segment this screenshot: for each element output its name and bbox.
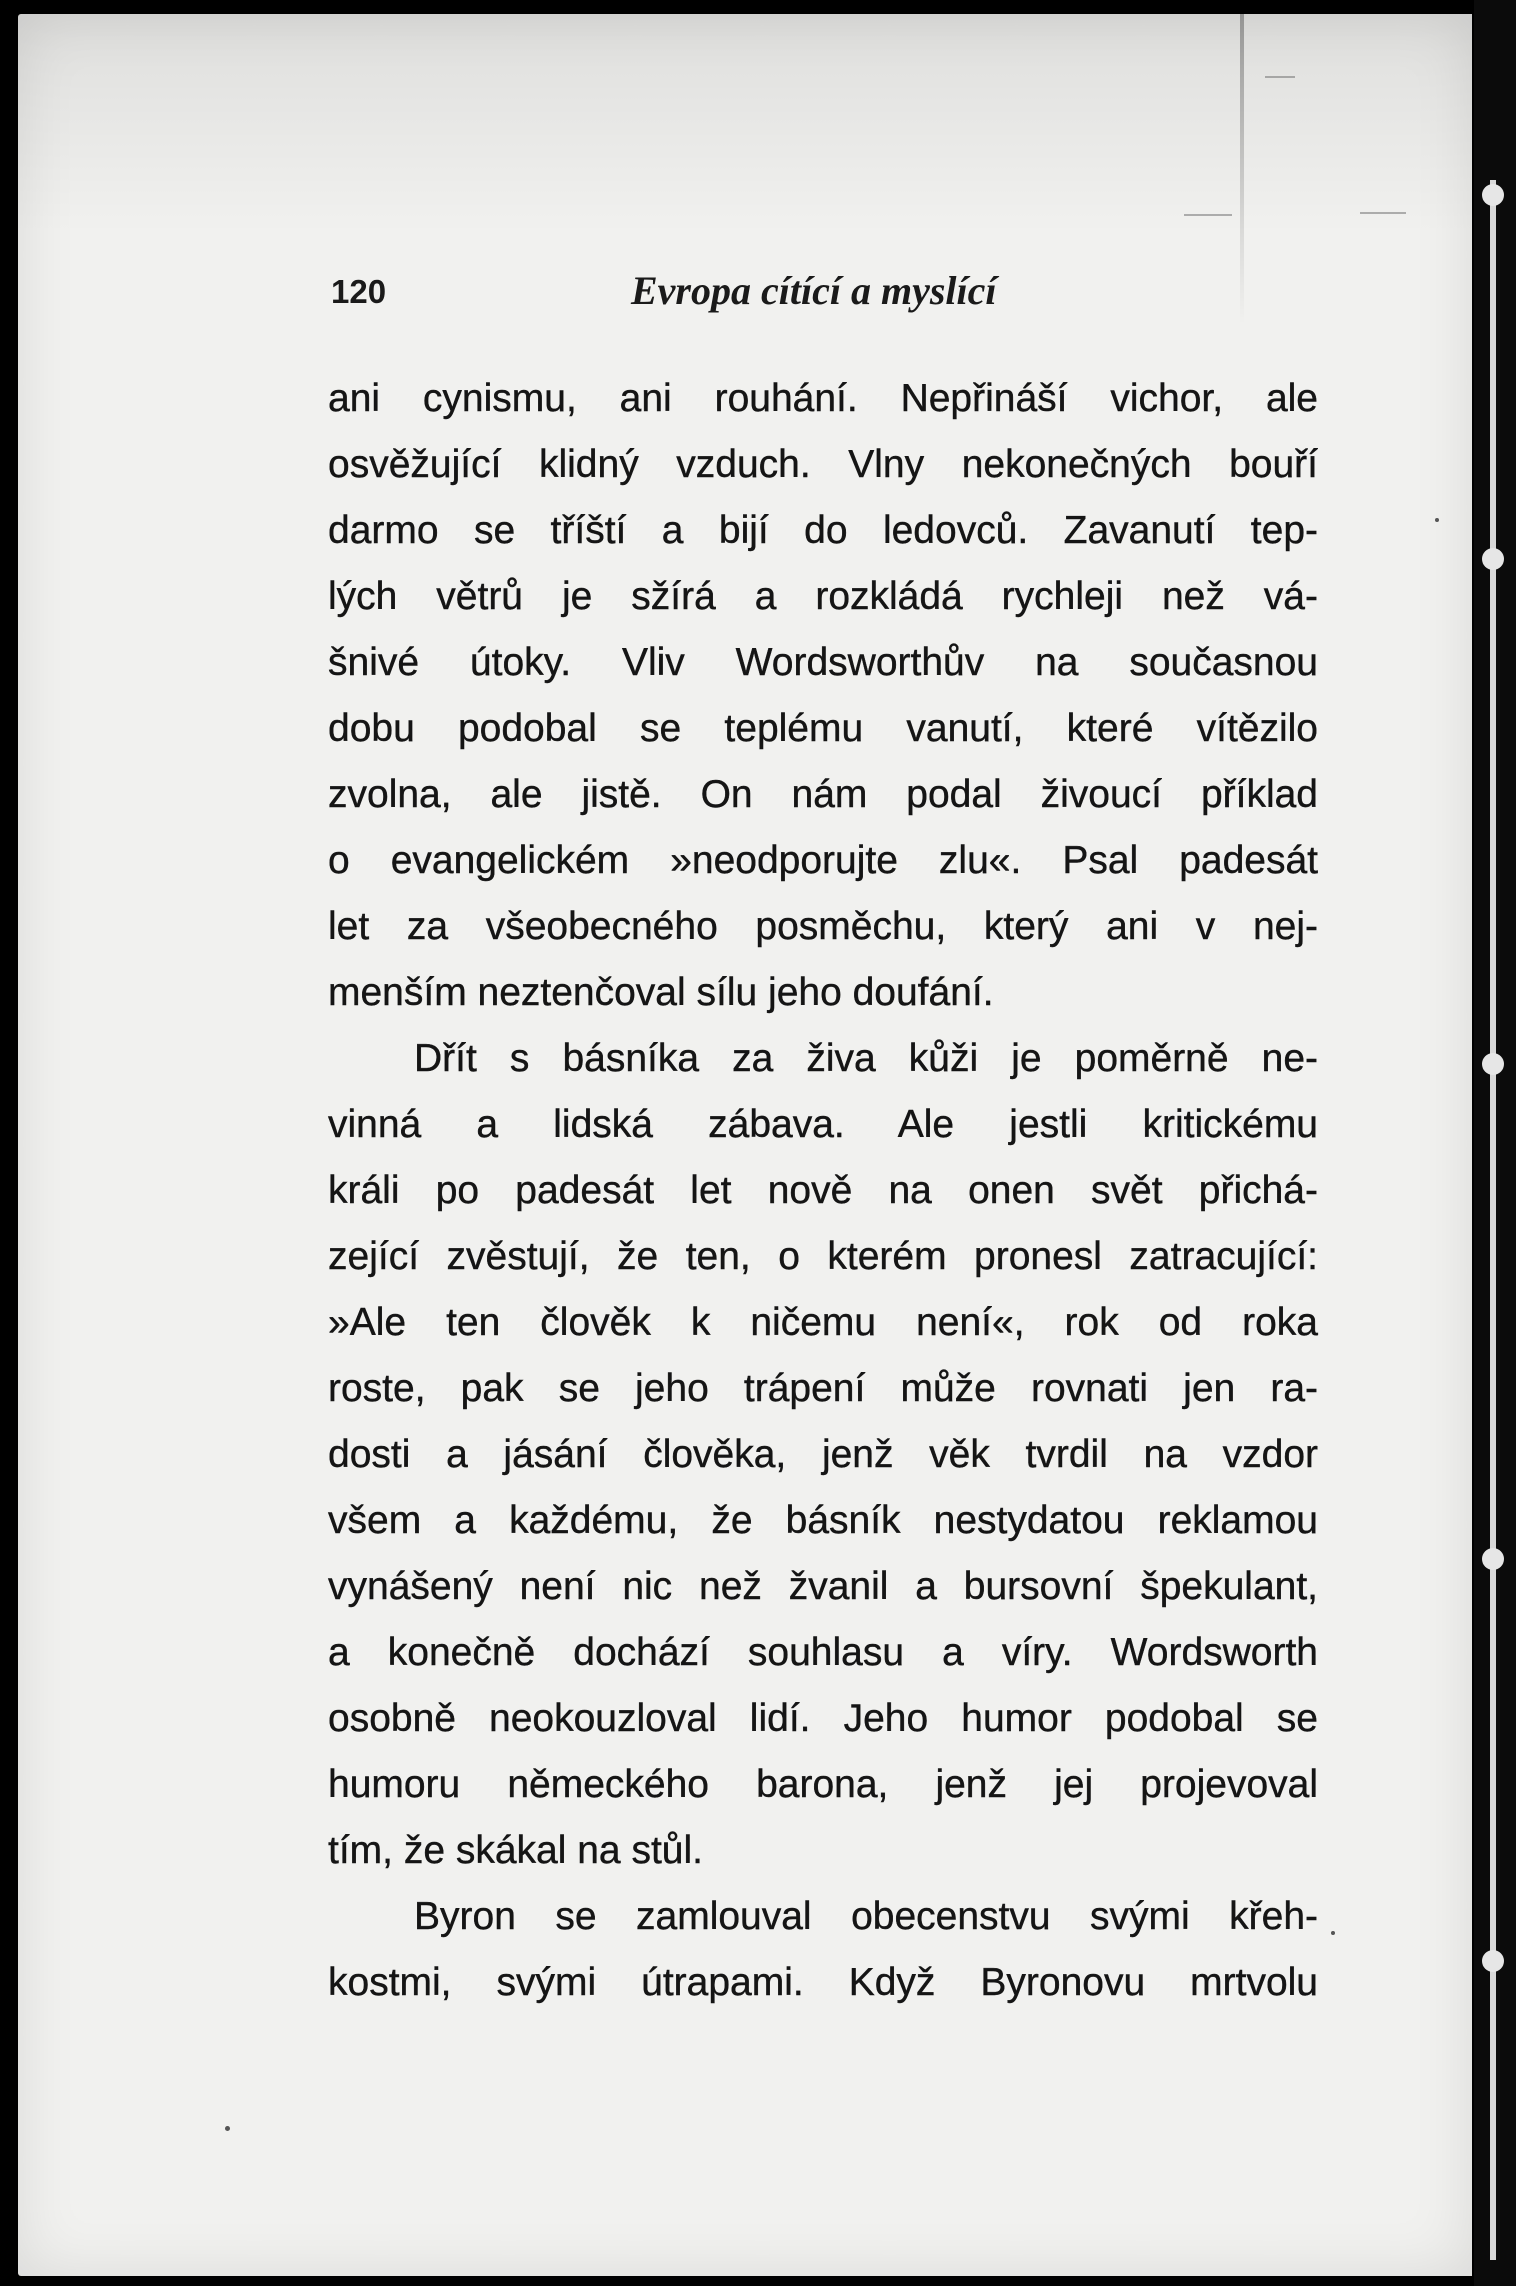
text-line: šnivé útoky. Vliv Wordsworthův na současnou [328,641,1318,684]
text-line: tím, že skákal na stůl. [328,1829,703,1872]
page-shadow [18,14,1472,234]
text-line: »Ale ten člověk k ničemu není«, rok od roka [328,1301,1318,1344]
text-line: ani cynismu, ani rouhání. Nepřináší vichor, ale [328,377,1318,420]
text-line: zející zvěstují, že ten, o kterém pronesl zatracující: [328,1235,1318,1278]
binding-stitch [1482,1053,1504,1075]
scan-mark [1184,214,1232,216]
binding-stitch [1482,184,1504,206]
text-line: osobně neokouzloval lidí. Jeho humor podobal se [328,1697,1318,1740]
text-line: dosti a jásání člověka, jenž věk tvrdil na vzdor [328,1433,1318,1476]
text-line: Byron se zamlouval obecenstvu svými křeh- [414,1895,1318,1938]
text-line: vinná a lidská zábava. Ale jestli kritickému [328,1103,1318,1146]
text-line: všem a každému, že básník nestydatou reklamou [328,1499,1318,1542]
binding-stitch [1482,1548,1504,1570]
book-page [18,14,1472,2276]
binding-thread [1490,180,1496,2260]
page-number: 120 [331,273,387,310]
text-line: lých větrů je sžírá a rozkládá rychleji než vá- [328,575,1318,618]
text-line: roste, pak se jeho trápení může rovnati jen ra- [328,1367,1318,1410]
dust-speck [1331,1931,1335,1935]
text-line: a konečně dochází souhlasu a víry. Wordsworth [328,1631,1318,1674]
text-line: let za všeobecného posměchu, který ani v nej- [328,905,1318,948]
text-line: osvěžující klidný vzduch. Vlny nekonečných bouří [328,443,1318,486]
page-header [311,267,1321,327]
text-line: vynášený není nic než žvanil a bursovní špekulant, [328,1565,1318,1608]
dust-speck [225,2126,230,2131]
text-line: zvolna, ale jistě. On nám podal živoucí příklad [328,773,1318,816]
text-line: o evangelickém »neodporujte zlu«. Psal padesát [328,839,1318,882]
binding-stitch [1482,548,1504,570]
scan-mark [1360,212,1406,214]
scan-mark [1265,76,1295,78]
text-line: králi po padesát let nově na onen svět přichá- [328,1169,1318,1212]
running-title: Evropa cítící a myslící [631,268,997,313]
text-line: menším neztenčoval sílu jeho doufání. [328,971,994,1014]
text-line: darmo se tříští a bijí do ledovců. Zavanutí tep- [328,509,1318,552]
text-line: Dřít s básníka za živa kůži je poměrně ne- [414,1037,1318,1080]
text-line: humoru německého barona, jenž jej projevoval [328,1763,1318,1806]
text-line: dobu podobal se teplému vanutí, které vítězilo [328,707,1318,750]
body-text [328,366,1318,2016]
text-line: kostmi, svými útrapami. Když Byronovu mrtvolu [328,1961,1318,2004]
binding-stitch [1482,1950,1504,1972]
dust-speck [1435,518,1439,522]
